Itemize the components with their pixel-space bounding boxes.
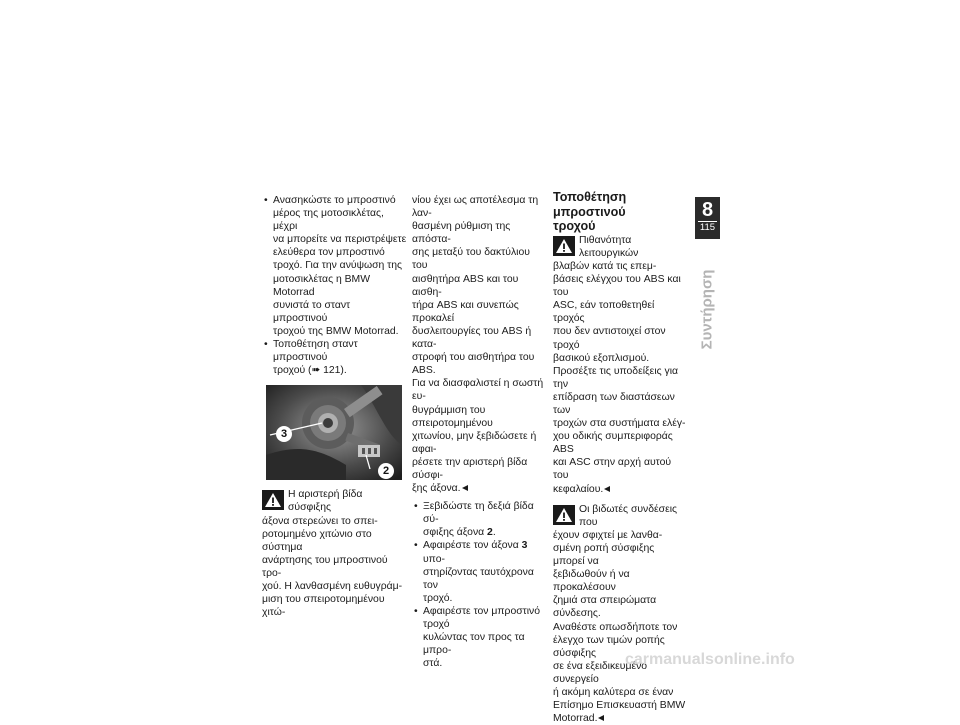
chapter-tab: [695, 197, 720, 239]
section-heading: Τοποθέτηση μπροστινού τροχού: [553, 190, 627, 234]
warning-icon: [262, 490, 284, 510]
end-mark-icon: [462, 485, 468, 491]
warning-block: [262, 488, 407, 619]
column-3: [553, 190, 688, 725]
body-text-content: Προσέξτε τις υποδείξεις για την επίδραση των διαστάσεων των τροχών στα συστήματα ελέγ- χου οδικής συμπεριφοράς ABS και ASC στην αρχή αυτού του κεφαλαίου.: [553, 365, 686, 495]
list-item-text: υπο- στηρίζοντας ταυτόχρονα τον τροχό.: [423, 553, 534, 604]
list-item-text: Αφαιρέστε τον άξονα: [423, 540, 522, 552]
callout-2: 2: [378, 463, 394, 479]
chapter-side-title: [690, 264, 724, 354]
body-text-content: νίου έχει ως αποτέλεσμα τη λαν- θασμένη ρύθμιση της απόστα- σης μεταξύ του δακτύλιου του αισθητήρα ABS και του αισθη- τήρα ABS και συνεπώς προκαλεί δυσλειτουργίες του ABS ή κατα- στροφή του αισθητήρα του ABS. Για να διασφαλιστεί η σωστή ευ- θυγράμμιση του σπειροτομημένου χιτωνίου, μην ξεβιδώσετε ή αφαι- ρέσετε την αριστερή βίδα σύσφι- ξης άξονα.: [412, 195, 544, 495]
list-item: • Ανασηκώστε το μπροστινό μέρος της μοτοσικλέτας, μέχρι να μπορείτε να περιστρέψετε ελεύθερα τον μπροστινό τροχό. Για την ανύψωση της μοτοσικλέτας η BMW Motorrad συνιστά το σταντ μπροστινού τροχού της BMW Motorrad.: [262, 194, 407, 338]
chapter-title: Συντήρηση: [698, 269, 716, 349]
watermark: carmanualsonline.info: [625, 651, 795, 668]
front-wheel-axle-photo: [266, 385, 402, 480]
part-number: 3: [521, 540, 528, 552]
body-text: [412, 194, 548, 495]
list-item-text: Ξεβιδώστε τη δεξιά βίδα σύ- σφιξης άξονα: [423, 501, 534, 539]
step-list: [262, 194, 407, 377]
body-text: [553, 365, 688, 496]
list-item: [412, 605, 548, 670]
list-item: • Τοποθέτηση σταντ μπροστινού τροχού (➠ 121).: [262, 338, 407, 377]
step-list: [412, 500, 548, 670]
part-number: 2: [487, 527, 493, 539]
list-item-text: Αφαιρέστε τον μπροστινό τροχό κυλώντας τον προς τα μπρο- στά.: [423, 605, 541, 670]
chapter-number: 8: [701, 199, 714, 221]
callout-3: 3: [276, 426, 292, 442]
warning-icon: [553, 236, 575, 256]
warning-block: [553, 234, 688, 365]
warning-text: [553, 503, 688, 725]
warning-text: Πιθανότητα λειτουργικών βλαβών κατά τις επεμ- βάσεις ελέγχου του ABS και του ASC, εάν τοποθετηθεί τροχός που δεν αντιστοιχεί στον τροχό βασικού εξοπλισμού.: [553, 234, 681, 364]
column-1: [262, 194, 407, 619]
list-item: [412, 500, 548, 539]
end-mark-icon: [604, 486, 610, 492]
warning-icon: [553, 505, 575, 525]
end-mark-icon: [598, 715, 604, 721]
warning-block: [553, 503, 688, 725]
warning-text-content: Οι βιδωτές συνδέσεις που έχουν σφιχτεί με λανθα- σμένη ροπή σύσφιξης μπορεί να ξεβιδωθούν ή να προκαλέσουν ζημιά στα σπειρώματα σύνδεσης. Αναθέστε οπωσδήποτε τον έλεγχο των τιμών ροπής σύσφιξης σε ένα εξειδικευμένο συνεργείο ή ακόμη καλύτερα σε έναν Επίσημο Επισκευαστή BMW Motorrad.: [553, 503, 686, 725]
page-number: 115: [699, 222, 716, 233]
list-item: [412, 539, 548, 604]
warning-text: Η αριστερή βίδα σύσφιξης άξονα στερεώνει το σπει- ροτομημένο χιτώνιο στο σύστημα ανάρτησης του μπροστινού τρο- χού. Η λανθασμένη ευθυγράμ- μιση του σπειροτομημένου χιτώ-: [262, 489, 403, 619]
column-2: [412, 194, 548, 670]
list-item-text: .: [492, 527, 496, 539]
